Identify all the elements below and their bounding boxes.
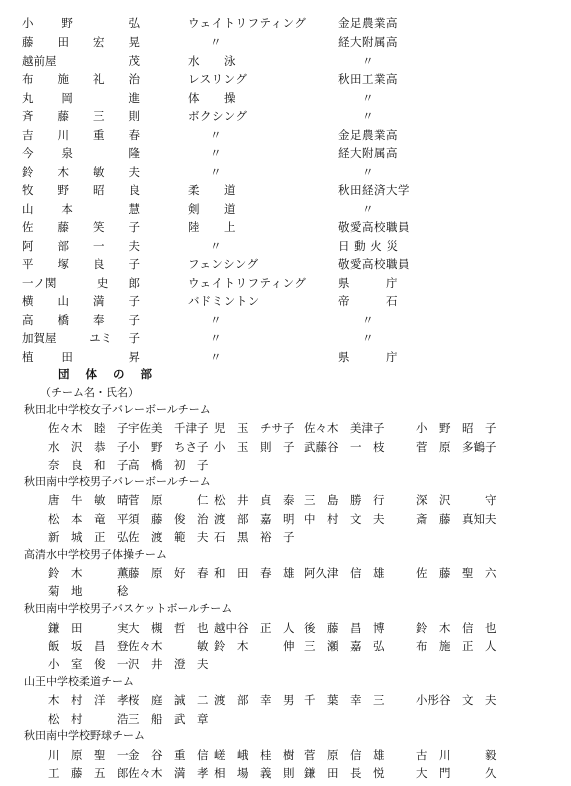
name-part: 山 <box>22 202 34 216</box>
name-part: 弘 <box>128 16 140 30</box>
name-part: 子 <box>128 257 140 271</box>
athlete-name <box>22 107 140 125</box>
name-part: 佐 <box>22 220 34 234</box>
sport: 〃 <box>210 239 222 253</box>
affiliation: 〃 <box>362 313 374 327</box>
individual-row <box>0 181 571 199</box>
sport: 〃 <box>210 313 222 327</box>
affiliation: 経大附属高 <box>338 35 398 49</box>
team-member: 三 瀬 嘉 弘 <box>304 639 385 653</box>
sport: フェンシング <box>188 257 259 271</box>
affiliation: 秋田経済大学 <box>338 183 410 197</box>
individual-row <box>0 292 571 310</box>
sport: 剣 道 <box>188 202 236 216</box>
team-member: 金 谷 重 信 <box>128 748 209 762</box>
athlete-name <box>22 181 140 199</box>
athlete-name <box>22 329 140 347</box>
team-member: 飯 坂 昌 登 <box>48 639 129 653</box>
athlete-name <box>22 144 140 162</box>
team-member: 藤 原 好 春 <box>128 566 209 580</box>
name-part: 子 <box>128 313 140 327</box>
team-member: 佐々木 美津子 <box>304 421 385 435</box>
team-member: 菊 地 稔 <box>48 584 129 598</box>
name-part: 藤 <box>57 109 69 123</box>
sport: ウェイトリフティング <box>188 16 307 30</box>
team-member: 三 島 勝 行 <box>304 493 385 507</box>
team-name: 高清水中学校男子体操チーム <box>24 548 167 561</box>
team-member: 高 橋 初 子 <box>128 458 209 472</box>
team-member: 鎌 田 長 悦 <box>304 766 385 780</box>
name-part: 良 <box>128 183 140 197</box>
team-member: 後 藤 昌 博 <box>304 621 385 635</box>
athlete-name <box>22 70 140 88</box>
individual-row <box>0 89 571 107</box>
team-member: 唐 牛 敏 晴 <box>48 493 129 507</box>
individual-row <box>0 237 571 255</box>
athlete-name <box>22 33 140 51</box>
athlete-name <box>22 255 140 273</box>
team-member: 菅 原 信 雄 <box>304 748 385 762</box>
name-part: 今 <box>22 146 34 160</box>
name-part: 満 <box>93 294 105 308</box>
sport: 水 泳 <box>188 54 236 68</box>
name-part: 進 <box>128 91 140 105</box>
team-member: 松 井 貞 泰 <box>214 493 295 507</box>
affiliation: 〃 <box>362 165 374 179</box>
athlete-name <box>22 348 140 366</box>
team-member: 須 藤 俊 治 <box>128 512 209 526</box>
individual-row <box>0 126 571 144</box>
affiliation: 〃 <box>362 54 374 68</box>
athlete-name <box>22 274 140 292</box>
individual-row <box>0 163 571 181</box>
team-member: 小 室 俊 一 <box>48 657 129 671</box>
athlete-name <box>22 237 140 255</box>
name-part: 丸 <box>22 91 34 105</box>
name-part: 藤 <box>57 220 69 234</box>
affiliation: 敬愛高校職員 <box>338 257 410 271</box>
team-member: 佐 藤 聖 六 <box>416 566 497 580</box>
team-member: 佐々木 満 孝 <box>128 766 209 780</box>
team-member: 佐々木 敏 <box>128 639 209 653</box>
name-part: 牧 <box>22 183 34 197</box>
name-part: 阿 <box>22 239 34 253</box>
sport: 〃 <box>210 128 222 142</box>
team-member: 大 槻 哲 也 <box>128 621 209 635</box>
affiliation: 秋田工業高 <box>338 72 398 86</box>
affiliation: 帝 石 <box>338 294 398 308</box>
team-member: 小 野 ちさ子 <box>128 440 209 454</box>
name-part: 良 <box>93 257 105 271</box>
name-part: 藤 <box>22 35 34 49</box>
affiliation: 経大附属高 <box>338 146 398 160</box>
team-member: 深 沢 守 <box>416 493 497 507</box>
name-part: 塚 <box>57 257 69 271</box>
name-part: 越前屋 <box>22 54 57 68</box>
affiliation: 日 動 火 災 <box>338 239 399 253</box>
name-part: 晃 <box>128 35 140 49</box>
team-member: 大 門 久 <box>416 766 497 780</box>
team-member: 奈 良 和 子 <box>48 458 129 472</box>
affiliation: 〃 <box>362 202 374 216</box>
sport: 〃 <box>210 350 222 364</box>
name-part: 野 <box>61 16 73 30</box>
sport: 〃 <box>210 331 222 345</box>
team-member: 千 葉 幸 三 <box>304 693 385 707</box>
name-part: 山 <box>57 294 69 308</box>
sport: ウェイトリフティング <box>188 276 307 290</box>
affiliation: 県 庁 <box>338 350 398 364</box>
name-part: 礼 <box>93 72 105 86</box>
individual-row <box>0 107 571 125</box>
name-part: 宏 <box>93 35 105 49</box>
team-name: 秋田南中学校野球チーム <box>24 729 145 742</box>
name-part: ユミ <box>89 331 113 345</box>
sport: 柔 道 <box>188 183 236 197</box>
group-section-subheading: （チーム名・氏名） <box>40 386 139 399</box>
team-name: 秋田北中学校女子バレーボールチーム <box>24 403 211 416</box>
athlete-name <box>22 292 140 310</box>
individual-row <box>0 311 571 329</box>
name-part: 植 <box>22 350 34 364</box>
team-member: 工 藤 五 郎 <box>48 766 129 780</box>
affiliation: 金足農業高 <box>338 16 398 30</box>
individual-row <box>0 255 571 273</box>
team-member: 菅 原 仁 <box>128 493 209 507</box>
team-member: 古 川 毅 <box>416 748 497 762</box>
name-part: 野 <box>57 183 69 197</box>
name-part: 横 <box>22 294 34 308</box>
name-part: 奉 <box>93 313 105 327</box>
athlete-name <box>22 52 140 70</box>
individual-row <box>0 52 571 70</box>
individual-row <box>0 329 571 347</box>
athlete-name <box>22 311 140 329</box>
individual-row <box>0 348 571 366</box>
name-part: 部 <box>57 239 69 253</box>
individual-row <box>0 274 571 292</box>
athlete-name <box>22 218 140 236</box>
team-member: 桜 庭 誠 二 <box>128 693 209 707</box>
individual-row <box>0 70 571 88</box>
name-part: 慧 <box>128 202 140 216</box>
team-member: 相 場 義 則 <box>214 766 295 780</box>
team-member: 渡 部 嘉 明 <box>214 512 295 526</box>
name-part: 吉 <box>22 128 34 142</box>
team-member: 越中谷 正 人 <box>214 621 295 635</box>
team-member: 武藤谷 一 枝 <box>304 440 385 454</box>
team-member: 嵯 峨 桂 樹 <box>214 748 295 762</box>
team-member: 小 玉 則 子 <box>214 440 295 454</box>
affiliation: 〃 <box>362 331 374 345</box>
name-part: 斉 <box>22 109 34 123</box>
team-member: 和 田 春 雄 <box>214 566 295 580</box>
individual-row <box>0 200 571 218</box>
team-member: 鎌 田 実 <box>48 621 129 635</box>
team-member: 中 村 文 夫 <box>304 512 385 526</box>
team-member: 宇佐美 千津子 <box>128 421 209 435</box>
name-part: 隆 <box>128 146 140 160</box>
sport: 〃 <box>210 146 222 160</box>
individual-row <box>0 14 571 32</box>
name-part: 本 <box>61 202 73 216</box>
team-member: 阿久津 信 雄 <box>304 566 385 580</box>
affiliation: 敬愛高校職員 <box>338 220 410 234</box>
affiliation: 県 庁 <box>338 276 398 290</box>
team-member: 布 施 正 人 <box>416 639 497 653</box>
name-part: 岡 <box>61 91 73 105</box>
team-member: 松 本 竜 平 <box>48 512 129 526</box>
group-section-heading: 団 体 の 部 <box>58 367 159 381</box>
team-member: 三 船 武 章 <box>128 712 209 726</box>
name-part: 子 <box>128 294 140 308</box>
team-member: 木 村 洋 孝 <box>48 693 129 707</box>
name-part: 田 <box>57 35 69 49</box>
affiliation: 金足農業高 <box>338 128 398 142</box>
name-part: 昇 <box>128 350 140 364</box>
team-member: 斎 藤 真知夫 <box>416 512 497 526</box>
sport: レスリング <box>188 72 248 86</box>
team-member: 佐々木 睦 子 <box>48 421 129 435</box>
affiliation: 〃 <box>362 91 374 105</box>
name-part: 施 <box>57 72 69 86</box>
team-member: 小彤谷 文 夫 <box>416 693 497 707</box>
team-member: 鈴 木 伸 <box>214 639 295 653</box>
name-part: 一 <box>93 239 105 253</box>
name-part: 泉 <box>61 146 73 160</box>
name-part: 夫 <box>128 165 140 179</box>
name-part: 加賀屋 <box>22 331 57 345</box>
team-name: 山王中学校柔道チーム <box>24 675 134 688</box>
team-member: 児 玉 チサ子 <box>214 421 295 435</box>
name-part: 川 <box>57 128 69 142</box>
team-member: 新 城 正 弘 <box>48 530 129 544</box>
sport: 陸 上 <box>188 220 236 234</box>
name-part: 史 <box>96 276 109 290</box>
name-part: 夫 <box>128 239 140 253</box>
athlete-name <box>22 200 140 218</box>
team-member: 佐 渡 範 夫 <box>128 530 209 544</box>
name-part: 郎 <box>128 276 140 290</box>
name-part: 子 <box>128 331 140 345</box>
individual-row <box>0 144 571 162</box>
team-member: 小 野 昭 子 <box>416 421 497 435</box>
athlete-name <box>22 163 140 181</box>
name-part: 小 <box>22 16 34 30</box>
name-part: 笑 <box>93 220 105 234</box>
name-part: 田 <box>61 350 73 364</box>
name-part: 橋 <box>57 313 69 327</box>
name-part: 昭 <box>93 183 105 197</box>
individual-row <box>0 33 571 51</box>
name-part: 鈴 <box>22 165 34 179</box>
name-part: 重 <box>93 128 105 142</box>
individual-row <box>0 218 571 236</box>
name-part: 敏 <box>93 165 105 179</box>
name-part: 一ノ関 <box>22 276 57 290</box>
team-member: 鈴 木 薫 <box>48 566 129 580</box>
name-part: 治 <box>128 72 140 86</box>
name-part: 三 <box>93 109 105 123</box>
name-part: 布 <box>22 72 34 86</box>
affiliation: 〃 <box>362 109 374 123</box>
team-member: 菅 原 多鶴子 <box>416 440 497 454</box>
sport: 体 操 <box>188 91 236 105</box>
name-part: 春 <box>128 128 140 142</box>
name-part: 茂 <box>128 54 140 68</box>
name-part: 高 <box>22 313 34 327</box>
sport: 〃 <box>210 35 222 49</box>
sport: ボクシング <box>188 109 248 123</box>
team-member: 水 沢 恭 子 <box>48 440 129 454</box>
athlete-name <box>22 14 140 32</box>
team-member: 鈴 木 信 也 <box>416 621 497 635</box>
team-member: 松 村 浩 <box>48 712 129 726</box>
athlete-name <box>22 89 140 107</box>
athlete-name <box>22 126 140 144</box>
name-part: 平 <box>22 257 34 271</box>
name-part: 子 <box>128 220 140 234</box>
name-part: 則 <box>128 109 140 123</box>
team-member: 石 黒 裕 子 <box>214 530 295 544</box>
team-member: 川 原 聖 一 <box>48 748 129 762</box>
name-part: 木 <box>57 165 69 179</box>
team-name: 秋田南中学校男子バレーボールチーム <box>24 475 211 488</box>
sport: 〃 <box>210 165 222 179</box>
team-member: 沢 井 澄 夫 <box>128 657 209 671</box>
sport: バドミントン <box>188 294 260 308</box>
team-member: 渡 部 幸 男 <box>214 693 295 707</box>
team-name: 秋田南中学校男子バスケットボールチーム <box>24 602 233 615</box>
